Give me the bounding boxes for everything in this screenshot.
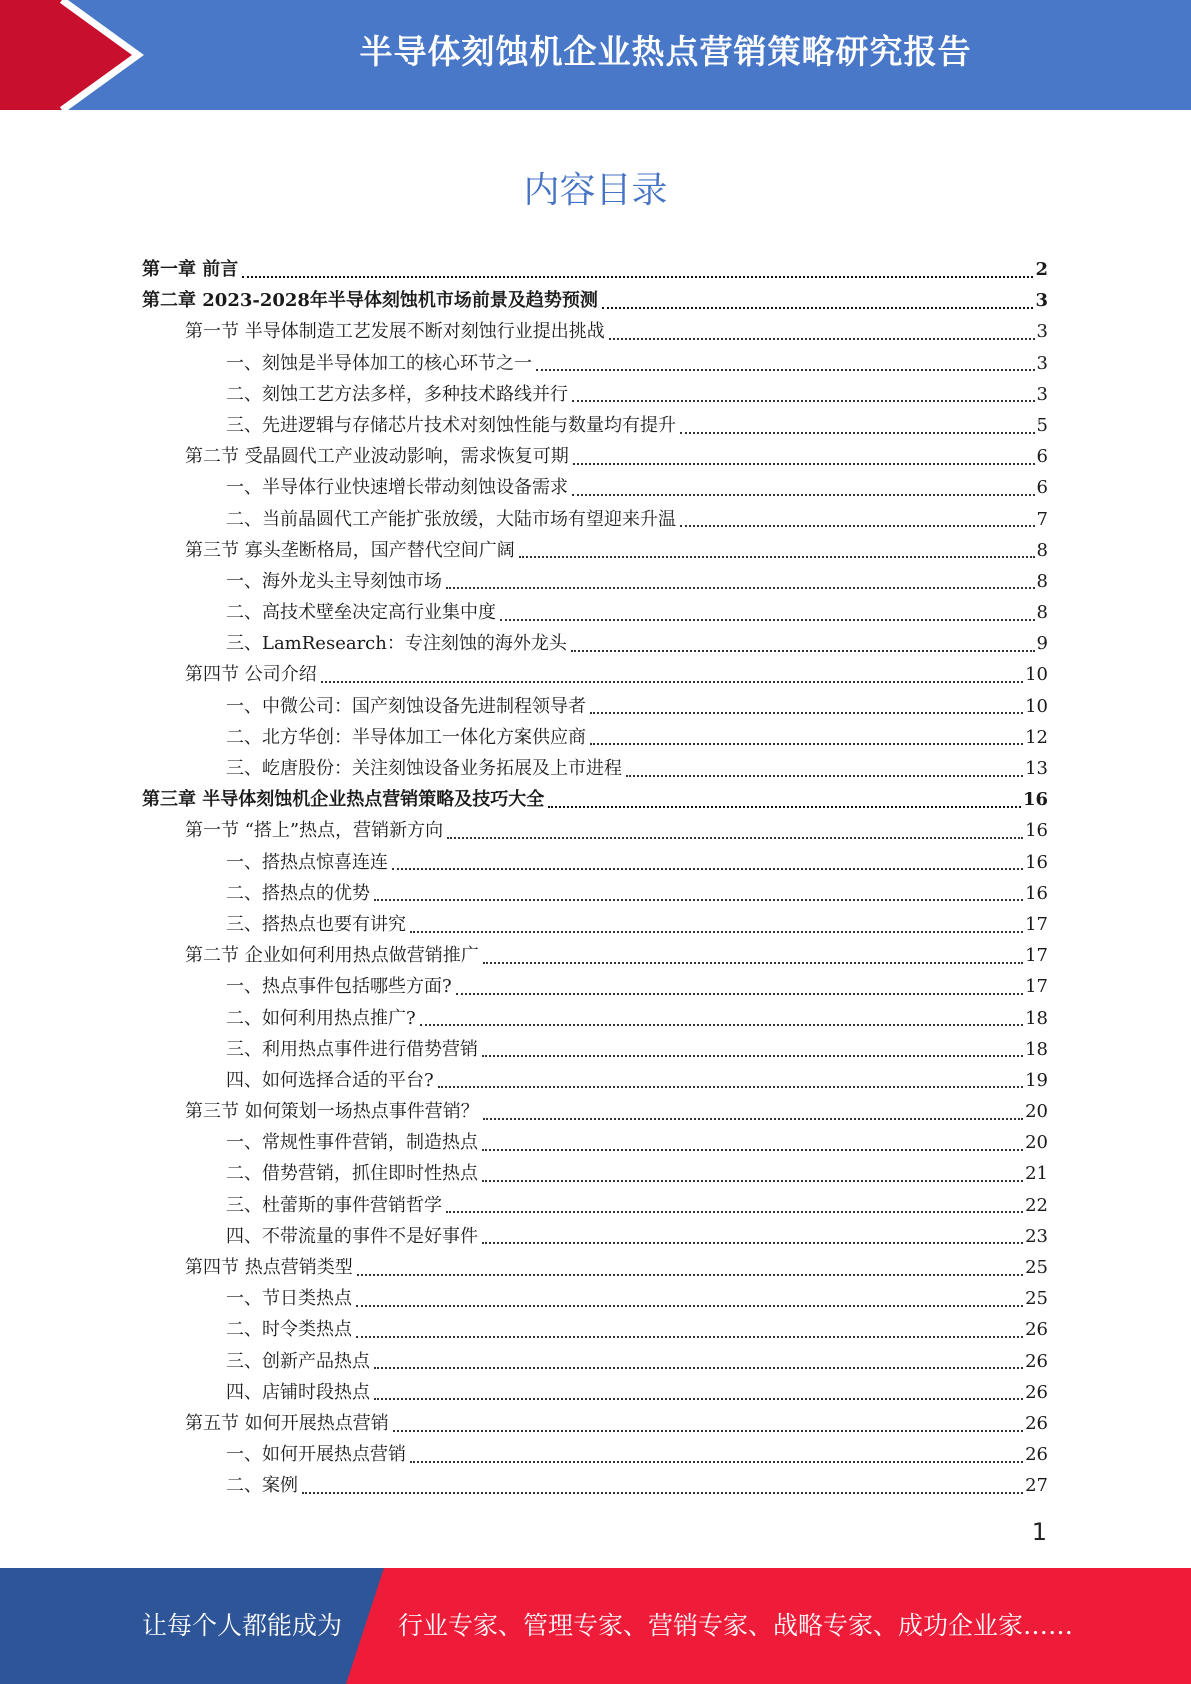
toc-leader-dots: [602, 307, 1034, 309]
toc-entry-page: 9: [1036, 633, 1048, 655]
toc-leader-dots: [536, 369, 1035, 371]
toc-entry[interactable]: [142, 691, 1048, 722]
toc-entry-text: 三、先进逻辑与存储芯片技术对刻蚀性能与数量均有提升: [226, 414, 676, 436]
toc-leader-dots: [519, 556, 1035, 558]
toc-entry-page: 3: [1036, 383, 1048, 405]
toc-entry-text: 二、借势营销，抓住即时性热点: [226, 1163, 478, 1185]
toc-leader-dots: [482, 1055, 1023, 1057]
toc-entry[interactable]: [142, 753, 1048, 784]
toc-leader-dots: [374, 1367, 1023, 1369]
toc-entry-text: 一、海外龙头主导刻蚀市场: [226, 570, 442, 592]
toc-leader-dots: [393, 1430, 1023, 1432]
toc-leader-dots: [590, 743, 1023, 745]
toc-leader-dots: [357, 1274, 1023, 1276]
toc-entry-page: 8: [1036, 602, 1048, 624]
toc-entry[interactable]: [142, 1470, 1048, 1501]
toc-leader-dots: [590, 712, 1023, 714]
toc-entry[interactable]: [142, 909, 1048, 940]
toc-entry[interactable]: [142, 316, 1048, 347]
toc-entry[interactable]: [142, 1034, 1048, 1065]
toc-entry-text: 二、如何利用热点推广?: [226, 1007, 416, 1029]
toc-entry[interactable]: [142, 847, 1048, 878]
toc-leader-dots: [410, 1461, 1023, 1463]
toc-entry-page: 3: [1035, 290, 1048, 312]
toc-entry[interactable]: [142, 1408, 1048, 1439]
toc-entry[interactable]: [142, 628, 1048, 659]
toc-entry-text: 二、时令类热点: [226, 1319, 352, 1341]
toc-entry-text: 三、利用热点事件进行借势营销: [226, 1038, 478, 1060]
toc-leader-dots: [374, 899, 1023, 901]
toc-entry-page: 8: [1036, 539, 1048, 561]
toc-entry-page: 20: [1025, 1132, 1048, 1154]
toc-entry-page: 13: [1025, 758, 1048, 779]
toc-leader-dots: [410, 931, 1023, 933]
toc-entry-page: 10: [1025, 664, 1048, 686]
toc-leader-dots: [483, 1118, 1023, 1120]
toc-entry-text: 四、店铺时段热点: [226, 1381, 370, 1403]
toc-entry-text: 第三章 半导体刻蚀机企业热点营销策略及技巧大全: [142, 789, 545, 811]
toc-entry-text: 二、刻蚀工艺方法多样，多种技术路线并行: [226, 383, 568, 405]
toc-entry-page: 25: [1025, 1257, 1048, 1278]
toc-entry-page: 26: [1025, 1412, 1048, 1434]
toc-leader-dots: [573, 463, 1035, 465]
toc-entry-page: 16: [1025, 882, 1048, 904]
toc-leader-dots: [447, 837, 1023, 839]
toc-entry-page: 25: [1025, 1288, 1048, 1310]
toc-entry[interactable]: [142, 1190, 1048, 1221]
toc-entry[interactable]: [142, 659, 1048, 690]
toc-entry[interactable]: [142, 784, 1048, 815]
toc-entry-page: 16: [1022, 789, 1048, 811]
toc-entry[interactable]: [142, 1096, 1048, 1127]
toc-leader-dots: [548, 806, 1021, 808]
toc-entry-text: 第五节 如何开展热点营销: [185, 1412, 389, 1434]
toc-entry-text: 二、高技术壁垒决定高行业集中度: [226, 602, 496, 624]
toc-leader-dots: [609, 338, 1035, 340]
toc-entry-page: 3: [1036, 321, 1048, 343]
toc-entry-text: 一、常规性事件营销，制造热点: [226, 1132, 478, 1154]
toc-entry-page: 18: [1025, 1007, 1048, 1029]
toc-entry[interactable]: [142, 815, 1048, 846]
toc-leader-dots: [626, 775, 1023, 777]
toc-entry-page: 12: [1025, 726, 1048, 748]
toc-entry[interactable]: [142, 1065, 1048, 1096]
toc-entry-page: 20: [1025, 1101, 1048, 1123]
toc-leader-dots: [438, 1086, 1023, 1088]
toc-leader-dots: [680, 432, 1035, 434]
toc-entry[interactable]: [142, 348, 1048, 379]
toc-entry[interactable]: [142, 1127, 1048, 1158]
toc-entry-page: 19: [1025, 1069, 1048, 1091]
toc-entry[interactable]: [142, 971, 1048, 1002]
footer-slogan-right: 行业专家、管理专家、营销专家、战略专家、成功企业家……: [398, 1611, 1074, 1640]
toc-entry[interactable]: [142, 254, 1048, 285]
toc-entry-page: 16: [1025, 820, 1048, 842]
toc-leader-dots: [446, 587, 1035, 589]
toc-entry[interactable]: [142, 566, 1048, 597]
toc-leader-dots: [392, 868, 1023, 870]
toc-entry-text: 第三节 如何策划一场热点事件营销？: [185, 1101, 479, 1123]
toc-entry-page: 16: [1025, 851, 1048, 873]
toc-entry-page: 3: [1036, 352, 1048, 374]
toc-entry[interactable]: [142, 1314, 1048, 1345]
toc-entry-page: 6: [1036, 446, 1048, 468]
toc-entry-text: 一、刻蚀是半导体加工的核心环节之一: [226, 352, 532, 374]
toc-entry-page: 17: [1025, 913, 1048, 935]
toc-entry[interactable]: [142, 878, 1048, 909]
toc-leader-dots: [321, 681, 1023, 683]
toc-entry-text: 第一节 半导体制造工艺发展不断对刻蚀行业提出挑战: [185, 321, 605, 343]
toc-entry-text: 第二节 企业如何利用热点做营销推广: [185, 945, 479, 967]
toc-entry-text: 一、半导体行业快速增长带动刻蚀设备需求: [226, 477, 568, 499]
toc-entry-page: 17: [1025, 945, 1048, 967]
toc-leader-dots: [242, 276, 1033, 278]
toc-leader-dots: [680, 525, 1035, 527]
toc-leader-dots: [572, 494, 1035, 496]
header-title: 半导体刻蚀机企业热点营销策略研究报告: [359, 32, 972, 71]
toc-entry-text: 四、不带流量的事件不是好事件: [226, 1225, 478, 1247]
header-banner: [0, 0, 1191, 110]
toc-entry-text: 一、如何开展热点营销: [226, 1444, 406, 1466]
toc-leader-dots: [500, 619, 1035, 621]
toc-entry-text: 第一节 “搭上”热点，营销新方向: [185, 820, 444, 842]
toc-entry-page: 21: [1025, 1163, 1048, 1185]
toc-entry-text: 三、屹唐股份：关注刻蚀设备业务拓展及上市进程: [226, 758, 622, 779]
toc-leader-dots: [571, 650, 1035, 652]
toc-entry-text: 一、中微公司：国产刻蚀设备先进制程领导者: [226, 695, 586, 717]
toc-leader-dots: [572, 400, 1035, 402]
toc-entry-page: 10: [1025, 695, 1048, 717]
toc-entry-text: 一、节日类热点: [226, 1288, 352, 1310]
toc-leader-dots: [482, 1180, 1023, 1182]
toc-entry[interactable]: [142, 597, 1048, 628]
toc-entry-text: 第一章 前言: [142, 259, 239, 280]
toc-entry-text: 第三节 寡头垄断格局，国产替代空间广阔: [185, 539, 515, 561]
footer-banner: [0, 1568, 1191, 1684]
toc-entry[interactable]: [142, 472, 1048, 503]
toc-entry[interactable]: [142, 285, 1048, 316]
footer-slogan-left: 让每个人都能成为: [142, 1611, 343, 1640]
toc-entry-text: 四、如何选择合适的平台?: [226, 1069, 434, 1091]
toc-leader-dots: [374, 1398, 1023, 1400]
toc-entry[interactable]: [142, 1346, 1048, 1377]
toc-entry-text: 第四节 公司介绍: [185, 664, 317, 686]
toc-entry-text: 第二章 2023-2028年半导体刻蚀机市场前景及趋势预测: [142, 290, 598, 312]
toc-entry[interactable]: [142, 441, 1048, 472]
toc-entry-text: 三、搭热点也要有讲究: [226, 913, 406, 935]
toc-entry-page: 8: [1036, 570, 1048, 592]
toc-entry-page: 18: [1025, 1038, 1048, 1060]
table-of-contents: [142, 254, 1048, 1502]
toc-entry-text: 二、案例: [226, 1475, 298, 1497]
toc-leader-dots: [482, 1242, 1023, 1244]
toc-entry[interactable]: [142, 1283, 1048, 1314]
toc-entry-text: 一、热点事件包括哪些方面?: [226, 976, 452, 998]
toc-entry-text: 二、当前晶圆代工产能扩张放缓，大陆市场有望迎来升温: [226, 508, 676, 530]
toc-entry[interactable]: [142, 1439, 1048, 1470]
toc-entry-text: 二、搭热点的优势: [226, 882, 370, 904]
toc-entry-page: 6: [1036, 477, 1048, 499]
toc-leader-dots: [420, 1024, 1023, 1026]
toc-entry-page: 27: [1025, 1475, 1048, 1497]
toc-leader-dots: [302, 1492, 1023, 1494]
toc-leader-dots: [483, 962, 1023, 964]
page-number: 1: [1031, 1518, 1047, 1546]
toc-entry[interactable]: [142, 535, 1048, 566]
toc-leader-dots: [482, 1149, 1023, 1151]
toc-entry-text: 三、杜蕾斯的事件营销哲学: [226, 1194, 442, 1216]
toc-entry[interactable]: [142, 1377, 1048, 1408]
toc-entry-page: 23: [1025, 1225, 1048, 1247]
toc-entry-page: 17: [1025, 976, 1048, 998]
toc-entry-page: 26: [1025, 1319, 1048, 1341]
toc-entry-page: 22: [1025, 1194, 1048, 1216]
toc-entry-text: 三、创新产品热点: [226, 1350, 370, 1372]
toc-entry[interactable]: [142, 1158, 1048, 1189]
toc-leader-dots: [446, 1211, 1023, 1213]
toc-entry[interactable]: [142, 410, 1048, 441]
toc-entry-text: 一、搭热点惊喜连连: [226, 851, 388, 873]
toc-entry[interactable]: [142, 1221, 1048, 1252]
toc-leader-dots: [456, 993, 1023, 995]
toc-leader-dots: [356, 1305, 1023, 1307]
toc-entry-page: 2: [1035, 259, 1048, 280]
toc-entry-page: 5: [1036, 414, 1048, 436]
toc-entry-page: 7: [1036, 508, 1048, 530]
toc-entry[interactable]: [142, 722, 1048, 753]
toc-entry-text: 第四节 热点营销类型: [185, 1257, 353, 1278]
header-arrow-decoration: [0, 0, 160, 110]
toc-entry[interactable]: [142, 379, 1048, 410]
toc-entry[interactable]: [142, 1003, 1048, 1034]
toc-entry-page: 26: [1025, 1444, 1048, 1466]
toc-entry[interactable]: [142, 504, 1048, 535]
toc-entry-text: 三、LamResearch：专注刻蚀的海外龙头: [226, 633, 567, 655]
toc-entry-page: 26: [1025, 1381, 1048, 1403]
toc-title: 内容目录: [523, 170, 668, 211]
toc-entry[interactable]: [142, 1252, 1048, 1283]
toc-entry-page: 26: [1025, 1350, 1048, 1372]
toc-entry-text: 二、北方华创：半导体加工一体化方案供应商: [226, 726, 586, 748]
toc-entry-text: 第二节 受晶圆代工产业波动影响，需求恢复可期: [185, 446, 569, 468]
toc-entry[interactable]: [142, 940, 1048, 971]
toc-leader-dots: [356, 1336, 1023, 1338]
